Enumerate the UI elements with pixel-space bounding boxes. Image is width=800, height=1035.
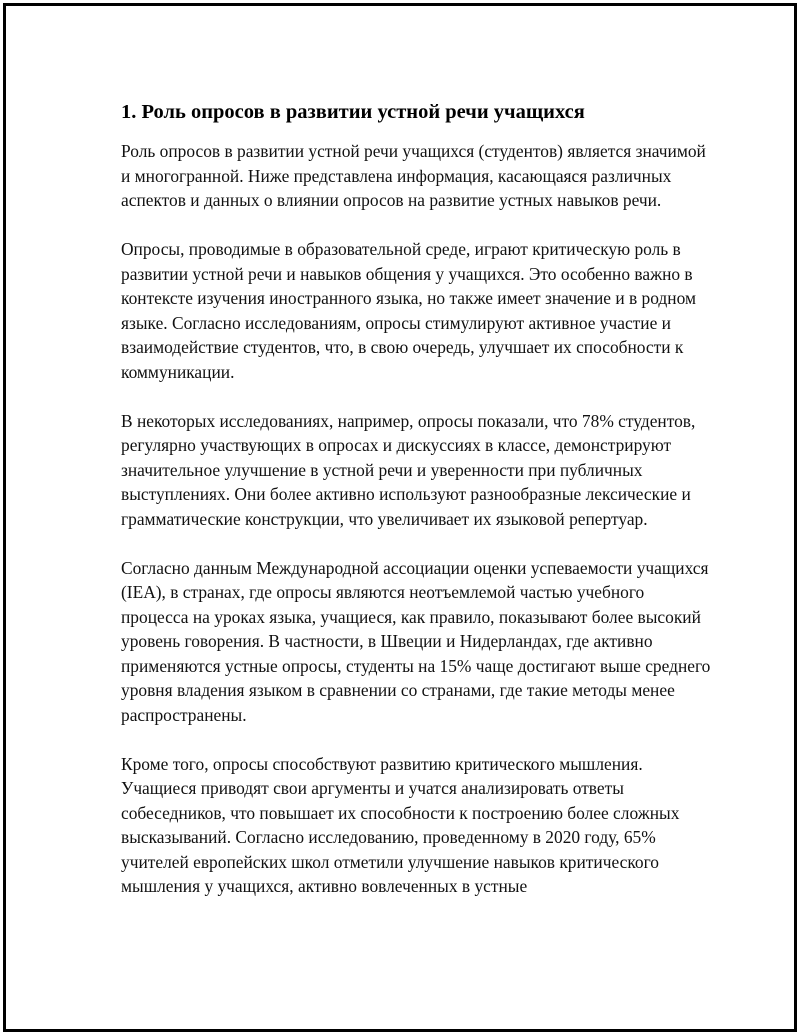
paragraph-intro: Роль опросов в развитии устной речи учащихся (студентов) является значимой и многогранной. Ниже представлена информация, касающаяся различных аспектов и данных о влиянии опросов на развитие устных навыков речи. <box>121 141 706 210</box>
paragraph-iea: Согласно данным Международной ассоциации оценки успеваемости учащихся (IEA), в странах, где опросы являются неотъемлемой частью учебного процесса на уроках языка, учащиеся, как правило, показывают более высокий уровень говорения. В частности, в Швеции и Нидерландах, где активно применяются устные опросы, студенты на 15% чаще достигают выше среднего уровня владения языком в сравнении со странами, где такие методы менее распространены. <box>121 557 711 725</box>
section-heading: 1. Роль опросов в развитии устной речи учащихся <box>121 101 585 123</box>
paragraph-role: Опросы, проводимые в образовательной среде, играют критическую роль в развитии устной речи и навыков общения у учащихся. Это особенно важно в контексте изучения иностранного языка, но также имеет значение и в родном языке. Согласно исследованиям, опросы стимулируют активное участие и взаимодействие студентов, что, в свою очередь, улучшает их способности к коммуникации. <box>121 239 696 382</box>
paragraph-studies: В некоторых исследованиях, например, опросы показали, что 78% студентов, регулярно участвующих в опросах и дискуссиях в классе, демонстрируют значительное улучшение в устной речи и уверенности при публичных выступлениях. Они более активно используют разнообразные лексические и грамматические конструкции, что увеличивает их языковой репертуар. <box>121 410 696 529</box>
page-frame <box>3 3 797 1032</box>
document-body <box>121 98 711 923</box>
paragraph-critical-thinking: Кроме того, опросы способствуют развитию критического мышления. Учащиеся приводят свои аргументы и учатся анализировать ответы собеседников, что повышает их способности к построению более сложных высказываний. Согласно исследованию, проведенному в 2020 году, 65% учителей европейских школ отметили улучшение навыков критического мышления у учащихся, активно вовлеченных в устные <box>121 753 680 896</box>
